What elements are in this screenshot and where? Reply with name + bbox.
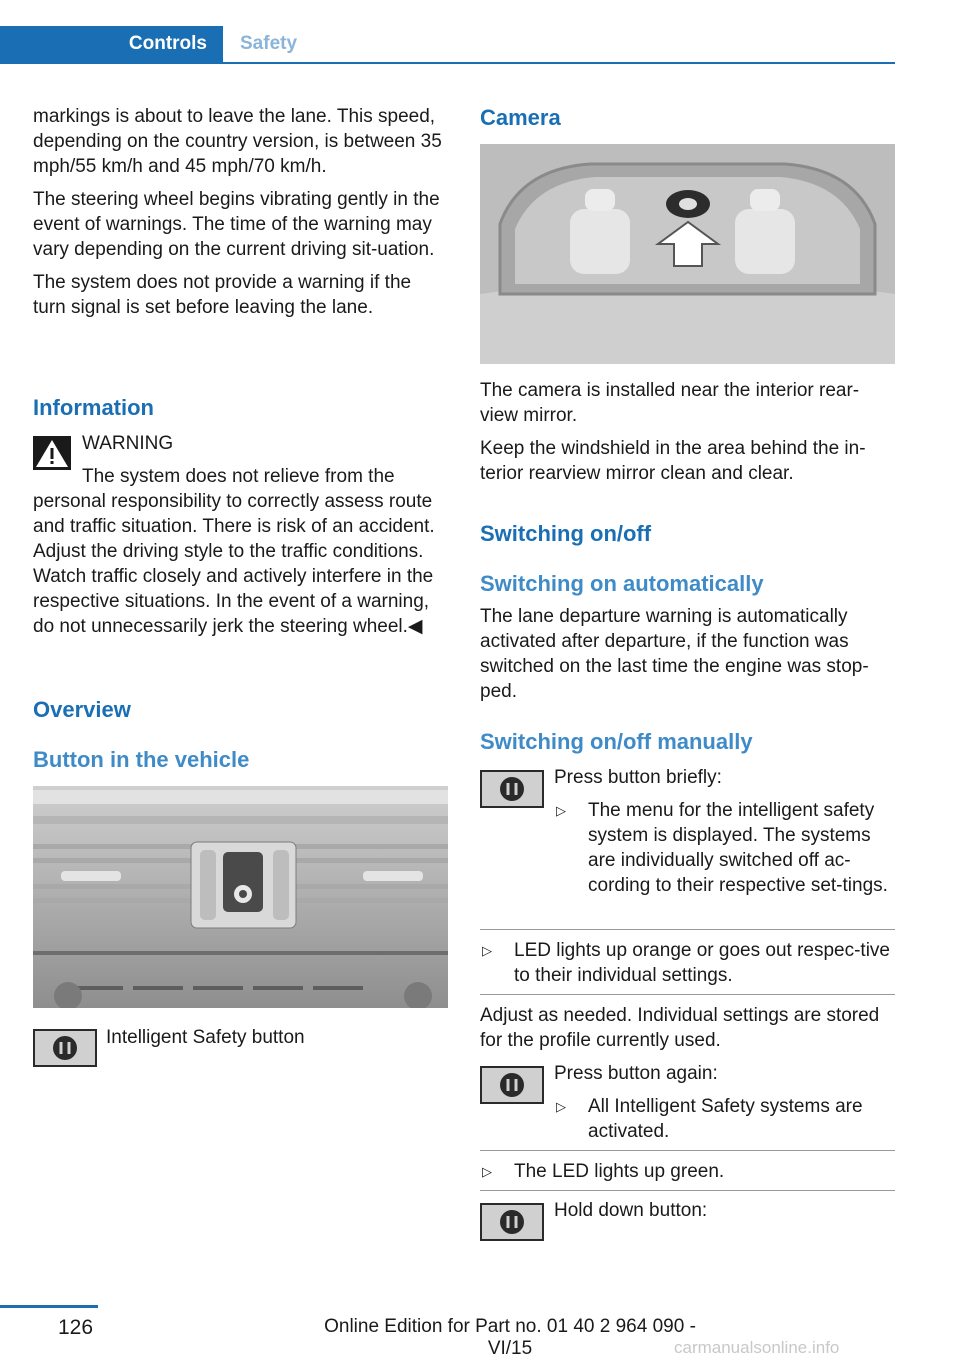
paragraph-turn-signal: The system does not provide a warning if the turn signal is set before leaving the lane. bbox=[33, 272, 412, 318]
warning-label: WARNING bbox=[82, 433, 174, 454]
paragraph-speed: markings is about to leave the lane. This speed, depending on the country version, is between 35 mph/55 km/h and 45 mph/70 km/h. bbox=[33, 106, 442, 177]
bullet-all-activated-text: All Intelligent Safety systems are activated. bbox=[588, 1096, 863, 1142]
press-again-label: Press button again: bbox=[554, 1063, 718, 1084]
bullet-triangle-icon: ▷ bbox=[482, 943, 492, 958]
heading-button-in-vehicle: Button in the vehicle bbox=[33, 747, 250, 772]
list-item bbox=[554, 798, 894, 898]
bullet-led-orange-text: LED lights up orange or goes out respec‐tive to their individual settings. bbox=[514, 940, 890, 986]
intelligent-safety-button-icon bbox=[480, 1203, 544, 1241]
page-number-rule bbox=[0, 1305, 98, 1308]
bullet-triangle-icon: ▷ bbox=[556, 1099, 566, 1114]
paragraph-adjust-settings: Adjust as needed. Individual settings are stored for the profile currently used. bbox=[480, 1005, 880, 1051]
heading-overview: Overview bbox=[33, 697, 131, 722]
warning-text: The system does not relieve from the personal responsibility to correctly assess route and traffic situation. There is risk of an accident. Adjust the driving style to the traffic conditions. Watch traffic closely and actively interfere in the respective situations. In the event of a warning, do not unnecessarily jerk the steering wheel.◀ bbox=[33, 466, 435, 637]
paragraph-auto-activation: The lane departure warning is automatically activated after departure, if the function was switched on the last time the engine was stop‐ped. bbox=[480, 606, 869, 702]
paragraph-camera-clean: Keep the windshield in the area behind the in‐terior rearview mirror clean and clear. bbox=[480, 438, 866, 484]
divider bbox=[480, 929, 895, 930]
page-number: 126 bbox=[58, 1316, 94, 1339]
bullet-triangle-icon: ▷ bbox=[482, 1164, 492, 1179]
heading-information: Information bbox=[33, 395, 154, 420]
list-item bbox=[554, 1094, 894, 1144]
divider bbox=[480, 994, 895, 995]
paragraph-camera-location: The camera is installed near the interior rear‐view mirror. bbox=[480, 380, 860, 426]
left-column bbox=[33, 104, 448, 328]
bullet-menu-text: The menu for the intelligent safety system is displayed. The systems are individually switched off ac‐cording to their respective set‐tings. bbox=[588, 800, 888, 896]
button-caption: Intelligent Safety button bbox=[106, 1027, 305, 1048]
led-green-section bbox=[480, 1144, 895, 1199]
divider bbox=[480, 1150, 895, 1151]
dashboard-button-photo bbox=[33, 786, 448, 1008]
watermark: carmanualsonline.info bbox=[674, 1338, 840, 1357]
list-item bbox=[480, 938, 895, 988]
chapter-tab-bar bbox=[0, 26, 895, 64]
paragraph-vibration: The steering wheel begins vibrating gently in the event of warnings. The time of the warning may vary depending on the current driving sit‐uation. bbox=[33, 189, 440, 260]
led-orange-section bbox=[480, 923, 895, 1053]
tab-safety[interactable]: Safety bbox=[240, 33, 298, 54]
edition-footer: Online Edition for Part no. 01 40 2 964 090 - VI/15 bbox=[324, 1316, 696, 1359]
intelligent-safety-button-icon bbox=[33, 1029, 97, 1067]
heading-switching-on-off-manually: Switching on/off manually bbox=[480, 729, 753, 754]
divider bbox=[480, 1190, 895, 1191]
press-briefly-label: Press button briefly: bbox=[554, 767, 722, 788]
press-again-instruction bbox=[554, 1061, 894, 1144]
bullet-triangle-icon: ▷ bbox=[556, 803, 566, 818]
right-camera-text bbox=[480, 378, 895, 494]
camera-location-photo bbox=[480, 144, 895, 364]
heading-switching-on-off: Switching on/off bbox=[480, 521, 652, 546]
heading-camera: Camera bbox=[480, 105, 561, 130]
hold-down-label: Hold down button: bbox=[554, 1200, 708, 1221]
heading-switching-on-automatically: Switching on automatically bbox=[480, 571, 764, 596]
intelligent-safety-button-icon bbox=[480, 1066, 544, 1104]
intelligent-safety-button-icon bbox=[480, 770, 544, 808]
bullet-led-green-text: The LED lights up green. bbox=[514, 1161, 725, 1182]
tab-controls[interactable]: Controls bbox=[0, 26, 223, 62]
list-item bbox=[480, 1159, 895, 1184]
press-briefly-instruction bbox=[554, 765, 894, 898]
